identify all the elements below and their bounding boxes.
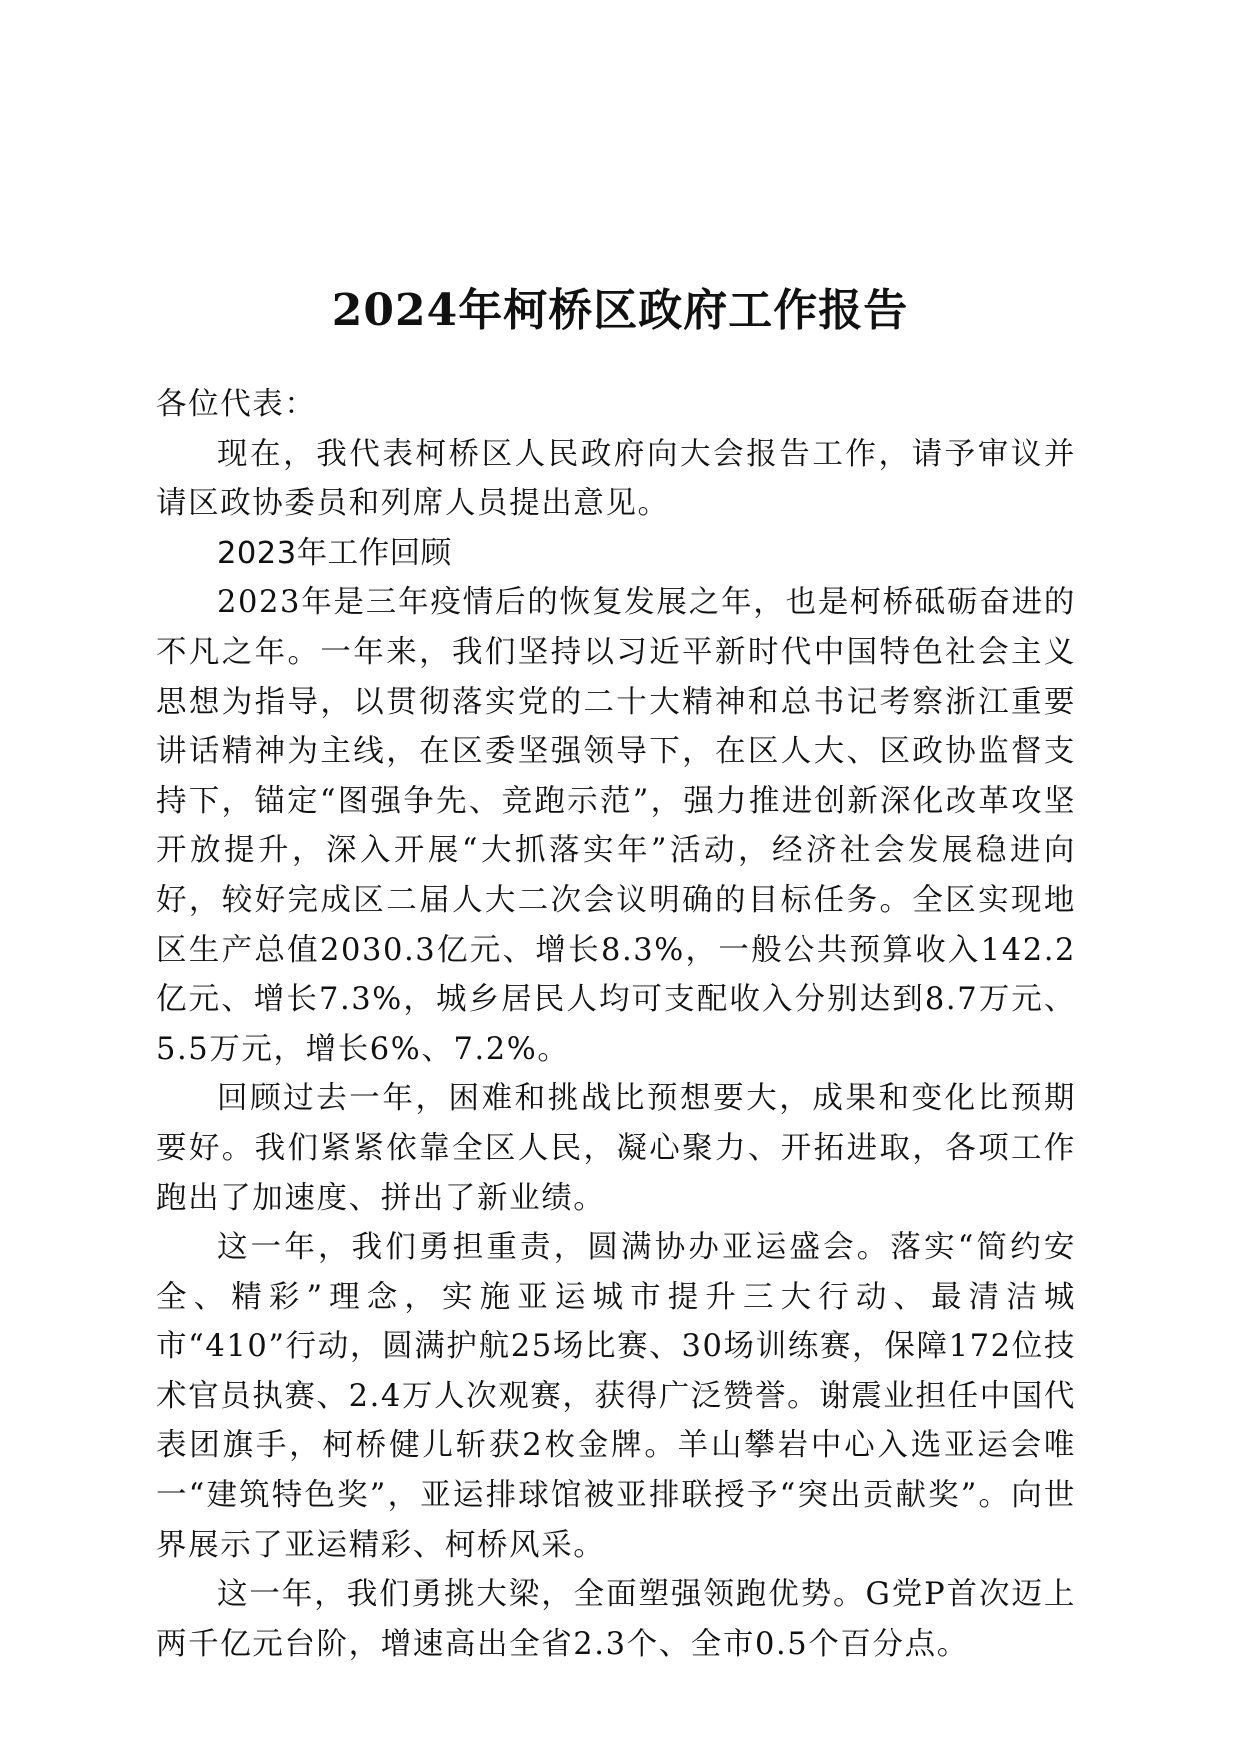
body-paragraph: 这一年，我们勇挑大梁，全面塑强领跑优势。G党P首次迈上两千亿元台阶，增速高出全省2.3个、全市0.5个百分点。 — [156, 1577, 1076, 1662]
body-paragraph: 这一年，我们勇担重责，圆满协办亚运盛会。落实“简约安全、精彩”理念，实施亚运城市提升三大行动、最清洁城市“410”行动，圆满护航25场比赛、30场训练赛，保障172位技术官员执赛、2.4万人次观赛，获得广泛赞誉。谢震业担任中国代表团旗手，柯桥健儿斩获2枚金牌。羊山攀岩中心入选亚运会唯一“建筑特色奖”，亚运排球馆被亚排联授予“突出贡献奖”。向世界展示了亚运精彩、柯桥风采。 — [156, 1230, 1077, 1563]
document-title: 2024年柯桥区政府工作报告 — [331, 285, 909, 337]
document-body — [156, 380, 1076, 1669]
section-heading: 2023年工作回顾 — [217, 535, 452, 571]
salutation: 各位代表： — [156, 387, 317, 422]
intro-paragraph: 现在，我代表柯桥区人民政府向大会报告工作，请予审议并请区政协委员和列席人员提出意见。 — [156, 436, 1076, 522]
body-paragraph: 2023年是三年疫情后的恢复发展之年，也是柯桥砥砺奋进的不凡之年。一年来，我们坚持以习近平新时代中国特色社会主义思想为指导，以贯彻落实党的二十大精神和总书记考察浙江重要讲话精神为主线，在区委坚强领导下，在区人大、区政协监督支持下，锚定“图强争先、竞跑示范”，强力推进创新深化改革攻坚开放提升，深入开展“大抓落实年”活动，经济社会发展稳进向好，较好完成区二届人大二次会议明确的目标任务。全区实现地区生产总值2030.3亿元、增长8.3%，一般公共预算收入142.2亿元、增长7.3%，城乡居民人均可支配收入分别达到8.7万元、5.5万元，增长6%、7.2%。 — [156, 585, 1076, 1067]
body-paragraph: 回顾过去一年，困难和挑战比预想要大，成果和变化比预期要好。我们紧紧依靠全区人民，凝心聚力、开拓进取，各项工作跑出了加速度、拼出了新业绩。 — [156, 1081, 1076, 1216]
